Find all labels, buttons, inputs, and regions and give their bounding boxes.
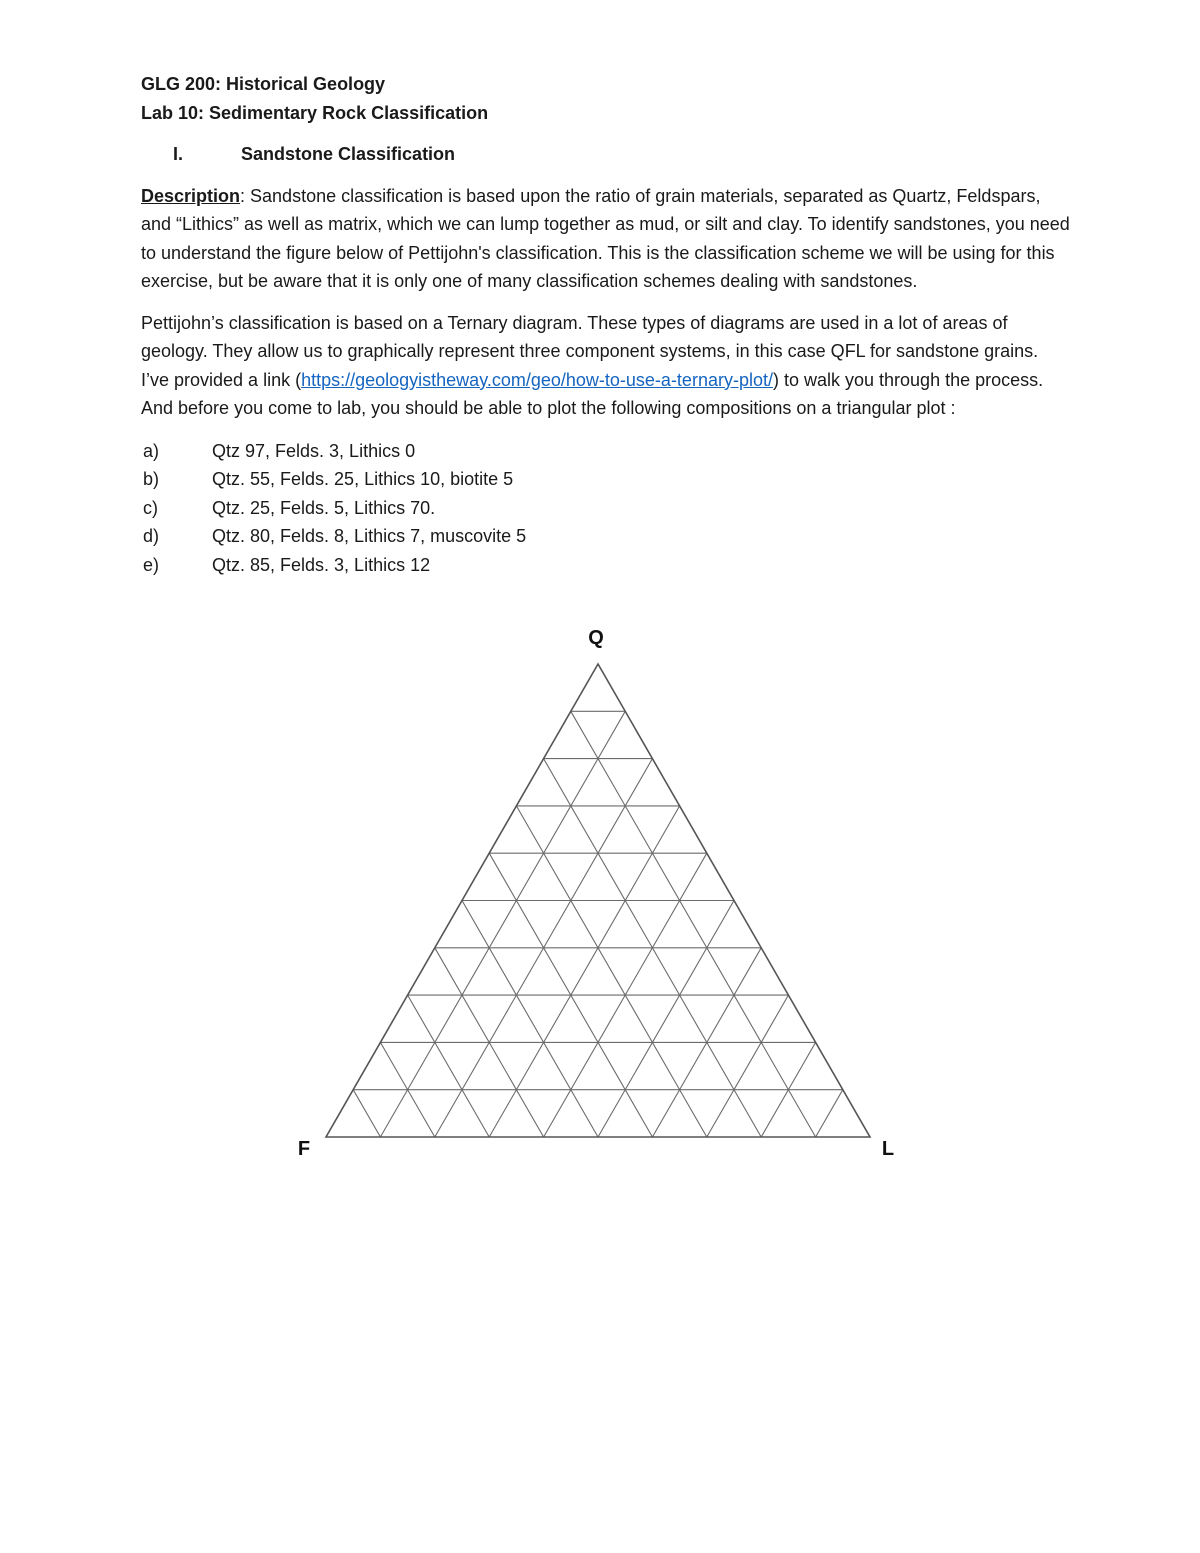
- grid-line-left-parallel: [598, 901, 734, 1138]
- vertex-label-f: F: [297, 1138, 311, 1160]
- composition-list: [141, 437, 1071, 580]
- description-text: : Sandstone classification is based upon the ratio of grain materials, separated as Quartz, Feldspars, and “Lithics” as well as matrix, which we can lump together as mud, or silt and clay. To identify sandstones, you need to understand the figure below of Pettijohn's classification. This is the classification scheme we will be using for this exercise, but be aware that it is only one of many classification schemes dealing with sandstones.: [141, 185, 1070, 291]
- grid-line-right-parallel: [353, 1090, 380, 1137]
- grid-line-left-parallel: [816, 1090, 843, 1137]
- list-item: c) Qtz. 25, Felds. 5, Lithics 70.: [143, 497, 436, 518]
- list-item: e) Qtz. 85, Felds. 3, Lithics 12: [143, 554, 431, 575]
- section-title: Sandstone Classification: [241, 144, 456, 164]
- grid-line-left-parallel: [707, 995, 789, 1137]
- ternary-diagram: [280, 620, 920, 1180]
- description-lead: Description: [141, 185, 241, 206]
- grid-line-right-parallel: [571, 711, 816, 1137]
- lab-title: Lab 10: Sedimentary Rock Classification: [141, 102, 489, 123]
- pettijohn-paragraph: [141, 309, 1071, 423]
- list-item: b) Qtz. 55, Felds. 25, Lithics 10, biotite 5: [143, 469, 514, 489]
- ternary-grid: [353, 711, 843, 1137]
- description-paragraph: [141, 182, 1071, 296]
- grid-line-left-parallel: [489, 806, 679, 1137]
- list-item: a) Qtz 97, Felds. 3, Lithics 0: [143, 440, 416, 461]
- list-item: d) Qtz. 80, Felds. 8, Lithics 7, muscovite 5: [143, 526, 527, 546]
- course-title: GLG 200: Historical Geology: [141, 74, 386, 94]
- grid-line-left-parallel: [380, 711, 625, 1137]
- vertex-label-l: L: [881, 1138, 895, 1160]
- ternary-plot: [280, 620, 920, 1180]
- grid-line-right-parallel: [408, 995, 490, 1137]
- pettijohn-text-after: ) to walk you through the process. And before you come to lab, you should be able to plot the following compositions on a triangular plot :: [141, 369, 1044, 418]
- grid-line-right-parallel: [462, 901, 598, 1138]
- section-heading: [141, 140, 1071, 169]
- pettijohn-text-before: Pettijohn’s classification is based on a Ternary diagram. These types of diagrams are used in a lot of areas of geology. They allow us to graphically represent three component systems, in this case QFL for sandstone grains. I’ve provided a link (: [141, 312, 1039, 390]
- vertex-label-q: Q: [588, 627, 604, 649]
- section-number: I.: [173, 144, 184, 164]
- grid-line-right-parallel: [516, 806, 706, 1137]
- ternary-plot-link[interactable]: https://geologyistheway.com/geo/how-to-use-a-ternary-plot/: [301, 369, 773, 390]
- document-page: [141, 70, 1071, 579]
